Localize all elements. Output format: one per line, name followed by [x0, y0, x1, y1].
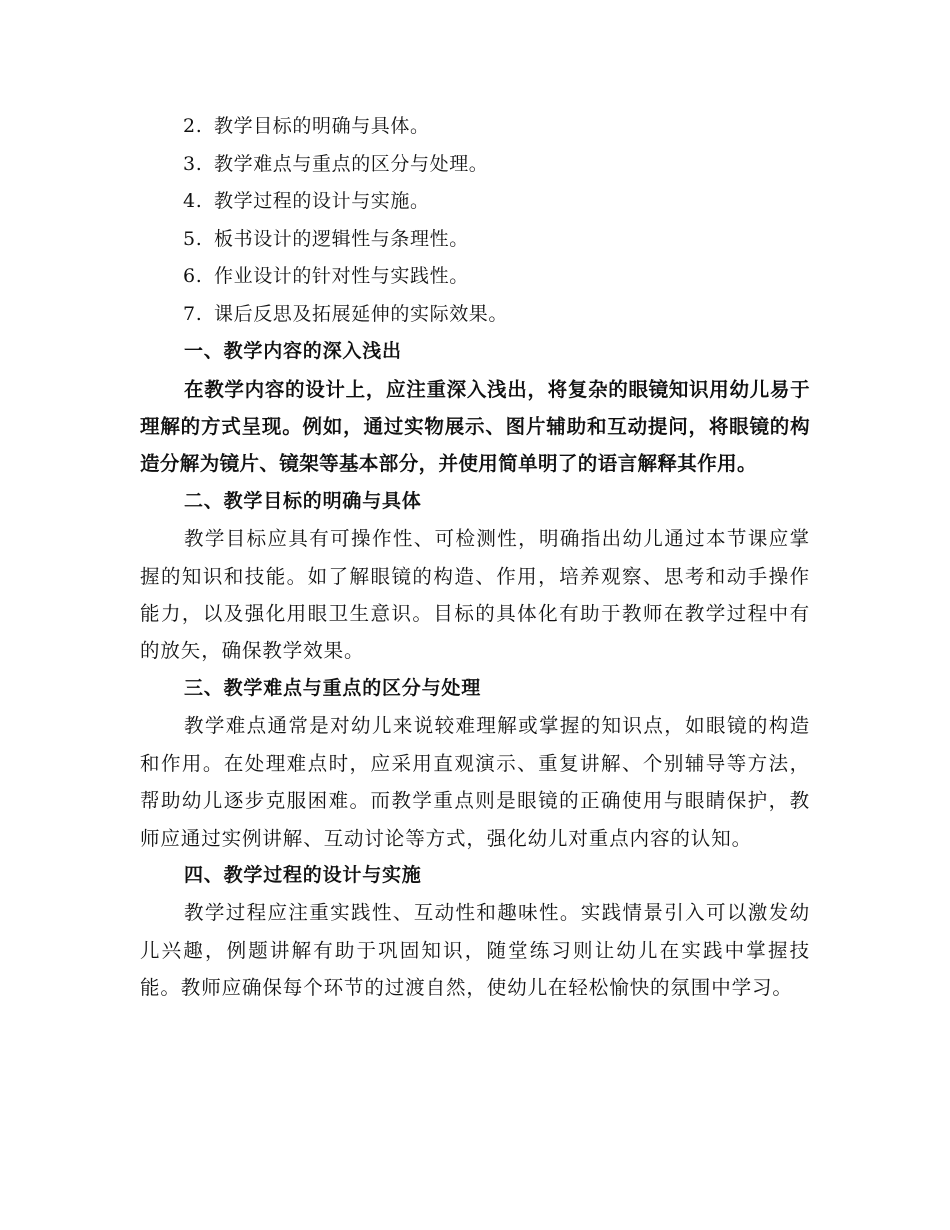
list-text: 课后反思及拓展延伸的实际效果。 — [214, 302, 509, 325]
section-paragraph: 教学目标应具有可操作性、可检测性，明确指出幼儿通过本节课应掌握的知识和技能。如了解眼镜的构造、作用，培养观察、思考和动手操作能力，以及强化用眼卫生意识。目标的具体化有助于教师在教学过程中有的放矢，确保教学效果。 — [140, 527, 810, 663]
list-number: 2. — [183, 115, 203, 137]
section-heading: 二、教学目标的明确与具体 — [184, 489, 422, 512]
list-number: 4. — [183, 190, 203, 212]
list-item — [140, 296, 810, 334]
list-item — [140, 108, 810, 146]
document-page — [140, 108, 810, 1007]
list-number: 6. — [183, 265, 203, 287]
section-heading: 四、教学过程的设计与实施 — [184, 863, 422, 886]
list-number: 5. — [183, 227, 203, 250]
list-item — [140, 183, 810, 221]
list-text: 板书设计的逻辑性与条理性。 — [214, 227, 469, 250]
section-paragraph: 教学过程应注重实践性、互动性和趣味性。实践情景引入可以激发幼儿兴趣，例题讲解有助于巩固知识，随堂练习则让幼儿在实践中掌握技能。教师应确保每个环节的过渡自然，使幼儿在轻松愉快的氛围中学习。 — [140, 901, 810, 1000]
list-number: 7. — [183, 302, 203, 325]
list-item — [140, 221, 810, 259]
section-heading: 一、教学内容的深入浅出 — [184, 340, 402, 362]
list-number: 3. — [183, 152, 203, 175]
list-item — [140, 258, 810, 296]
list-item — [140, 146, 810, 184]
section-paragraph: 在教学内容的设计上，应注重深入浅出，将复杂的眼镜知识用幼儿易于理解的方式呈现。例如，通过实物展示、图片辅助和互动提问，将眼镜的构造分解为镜片、镜架等基本部分，并使用简单明了的语言解释其作用。 — [140, 377, 810, 476]
section-heading: 三、教学难点与重点的区分与处理 — [184, 676, 482, 699]
list-text: 教学难点与重点的区分与处理。 — [214, 152, 489, 175]
list-text: 作业设计的针对性与实践性。 — [214, 265, 469, 287]
list-text: 教学目标的明确与具体。 — [214, 115, 430, 137]
list-text: 教学过程的设计与实施。 — [214, 190, 430, 212]
section-paragraph: 教学难点通常是对幼儿来说较难理解或掌握的知识点，如眼镜的构造和作用。在处理难点时，应采用直观演示、重复讲解、个别辅导等方法，帮助幼儿逐步克服困难。而教学重点则是眼镜的正确使用与眼睛保护，教师应通过实例讲解、互动讨论等方式，强化幼儿对重点内容的认知。 — [140, 714, 810, 850]
